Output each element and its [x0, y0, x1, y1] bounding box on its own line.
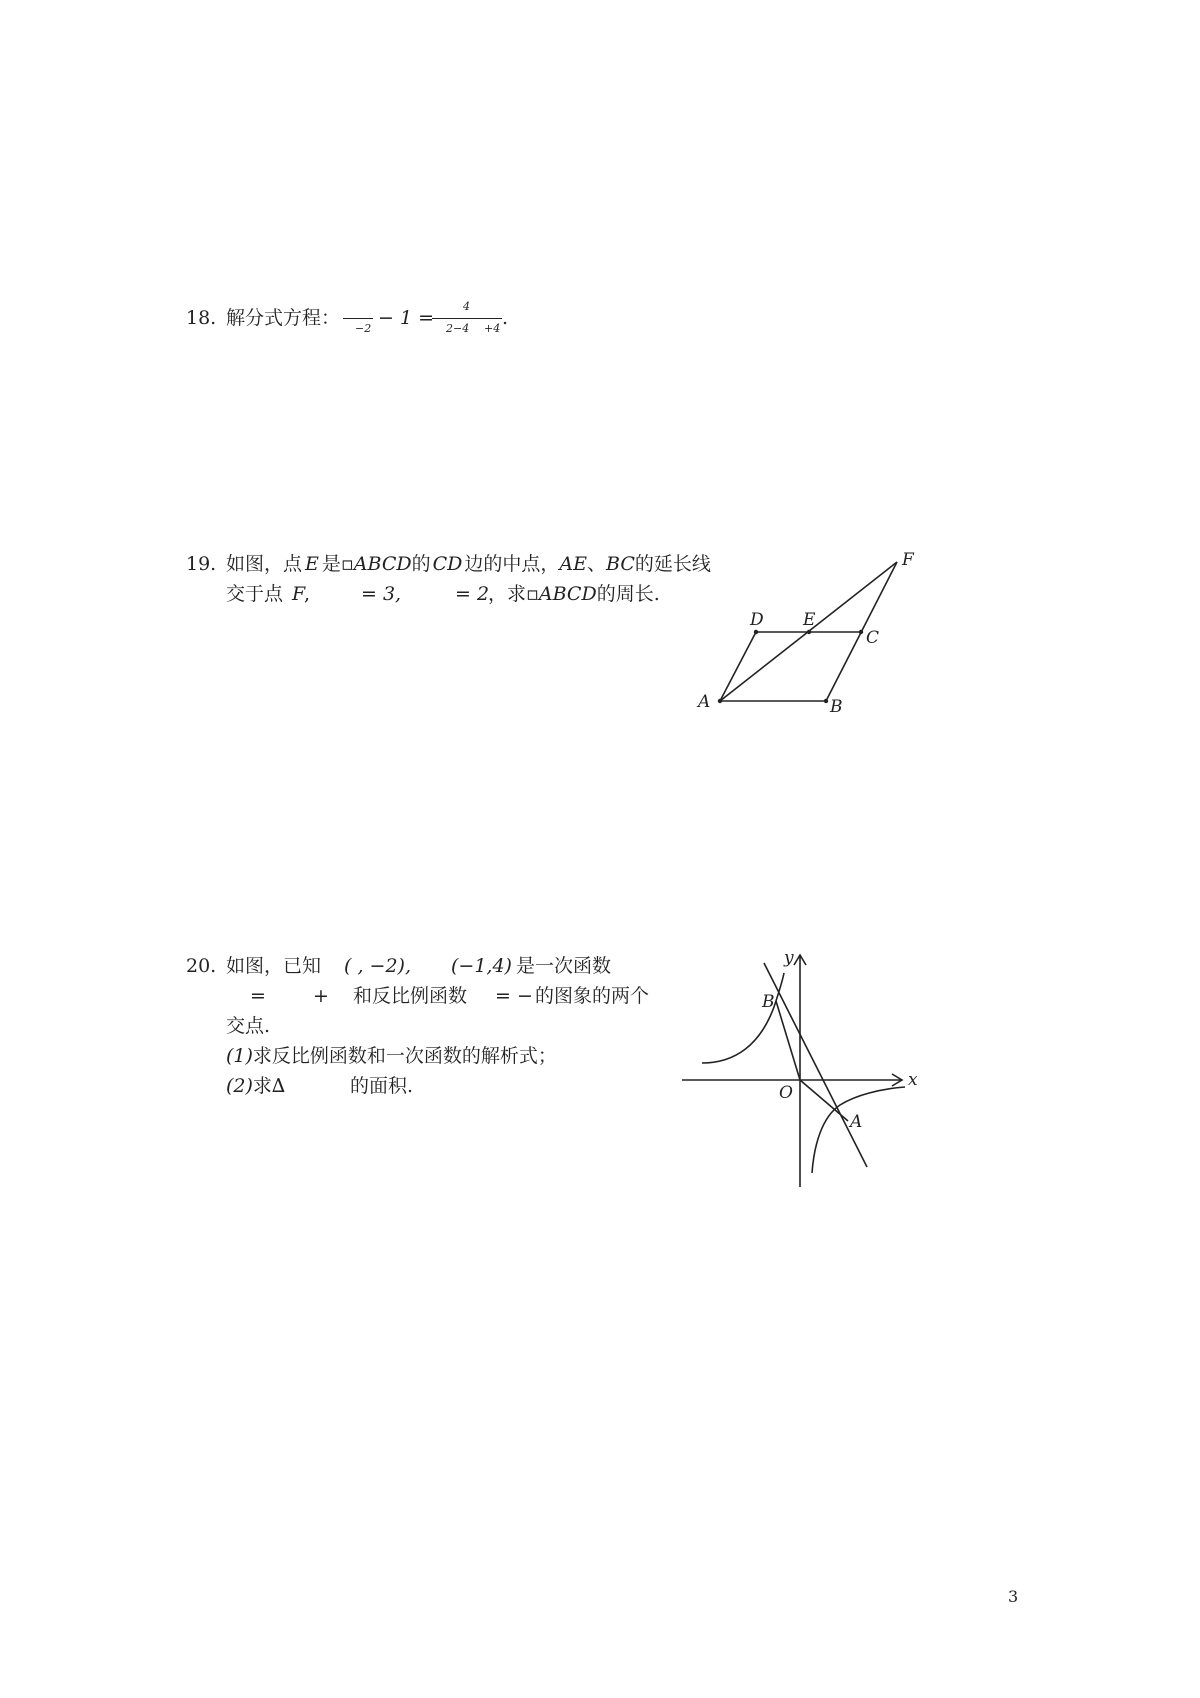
label-d: D [750, 610, 764, 630]
label-o: O [779, 1083, 793, 1103]
q19-line2-c: 的周长. [596, 583, 660, 605]
q18-prompt: 解分式方程： [226, 307, 341, 329]
point-d-dot [754, 630, 758, 634]
hyperbola-branch-upper-left [702, 973, 784, 1063]
q18-minus-one: − 1 = [378, 307, 435, 329]
q20-part2-tail: 的面积. [350, 1075, 414, 1097]
q18-fraction-bar-1 [343, 318, 373, 319]
segment-ob [776, 1001, 800, 1080]
q20-function-graph [680, 945, 940, 1190]
q20-part1 [226, 1045, 557, 1067]
label-a: A [698, 692, 711, 712]
q20-eq-sign: = [250, 985, 266, 1007]
q20-plus-sign: + [313, 985, 329, 1007]
q19-cd: CD [432, 553, 463, 575]
q20-line3: 交点. [226, 1015, 271, 1037]
q19-parallelogram-figure [690, 545, 930, 725]
q20-part2-text: 求∆ [252, 1075, 286, 1097]
q18-number: 18. [186, 307, 217, 329]
q18-fraction-bar-2 [432, 318, 502, 319]
q18-denominator-2a: 2−4 [446, 322, 470, 335]
q19-eq-2: = 2 [455, 583, 490, 605]
segment-oa [800, 1080, 848, 1121]
q19-line2-tail [488, 583, 660, 605]
label-b: B [830, 697, 843, 717]
q19-abcd-1: ABCD [353, 553, 412, 575]
label-a: A [850, 1112, 863, 1132]
q19-comma-1: , [304, 583, 311, 605]
q20-part2 [226, 1075, 285, 1097]
point-a-dot [718, 699, 722, 703]
q19-line1-d: 边的中点， [464, 553, 560, 575]
q18-denominator-1: −2 [355, 322, 372, 335]
point-c-dot [859, 630, 863, 634]
q19-line1-g: 的延长线 [634, 553, 711, 575]
q19-line2-b: ，求▫ [488, 583, 539, 605]
q20-point-b-coords: (−1,4) [451, 955, 512, 977]
q20-part2-number: (2) [226, 1075, 253, 1097]
label-b: B [762, 992, 775, 1012]
q18-numerator-2: 4 [463, 300, 470, 313]
q20-part1-text: 求反比例函数和一次函数的解析式； [252, 1045, 557, 1067]
q19-eq-3: = 3, [361, 583, 402, 605]
q19-line1 [226, 553, 711, 575]
segment-ad [720, 632, 756, 701]
q19-number: 19. [186, 553, 217, 575]
point-b-dot [824, 699, 828, 703]
q20-line1-b: 是一次函数 [516, 955, 612, 977]
q19-abcd-2: ABCD [538, 583, 597, 605]
q19-bc: BC [606, 553, 635, 575]
q19-line2-a: 交于点 [226, 583, 284, 605]
label-f: F [902, 550, 914, 570]
q20-eq-minus: = − [495, 985, 533, 1007]
q19-line1-a: 如图，点 [226, 553, 303, 575]
label-c: C [866, 628, 880, 648]
q19-line1-c: 的 [411, 553, 431, 575]
label-y: y [784, 948, 794, 968]
label-x: x [908, 1070, 918, 1090]
q19-line1-f: 、 [587, 553, 607, 575]
line-ab [764, 963, 867, 1167]
q19-point-e: E [305, 553, 319, 575]
q19-line1-b: 是▫ [321, 553, 354, 575]
q20-point-a-coords: ( , −2), [344, 955, 411, 977]
label-e: E [803, 610, 816, 630]
q18-denominator-2b: +4 [484, 322, 501, 335]
page-number: 3 [1008, 1587, 1019, 1606]
q20-line1-a: 如图，已知 [226, 955, 322, 977]
q20-line2-b: 的图象的两个 [535, 985, 650, 1007]
q20-number: 20. [186, 955, 217, 977]
point-e-dot [807, 630, 811, 634]
q20-line2-a: 和反比例函数 [353, 985, 468, 1007]
q19-ae: AE [559, 553, 587, 575]
q19-point-f: F [292, 583, 306, 605]
q18-end-period: . [502, 307, 509, 329]
q20-part1-number: (1) [226, 1045, 253, 1067]
